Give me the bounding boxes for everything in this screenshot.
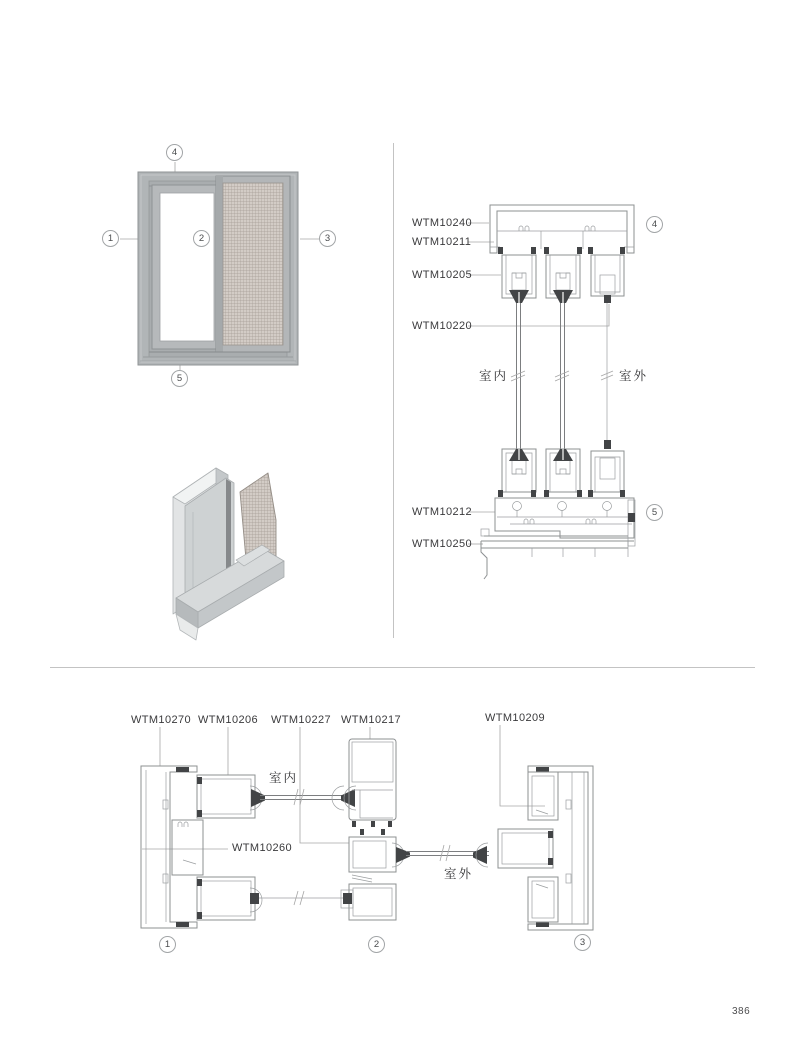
label-wtm10250: WTM10250 (412, 538, 473, 550)
label-wtm10240: WTM10240 (412, 217, 473, 229)
label-wtm10220: WTM10220 (412, 320, 473, 332)
right-jamb-profile (498, 766, 593, 930)
elevation-callout-5: 5 (171, 370, 188, 387)
label-wtm10206: WTM10206 (197, 714, 259, 726)
horizontal-section-drawing (135, 712, 600, 937)
screen-mesh (223, 183, 283, 345)
top-sash-channels (502, 255, 624, 303)
window-elevation-drawing (95, 140, 345, 395)
left-lower-sash (197, 877, 262, 920)
sill-frame-profile (495, 498, 635, 546)
glass-pane (160, 193, 214, 341)
label-wtm10270: WTM10270 (130, 714, 192, 726)
glass-lines (511, 303, 613, 449)
left-mid-connector (172, 820, 203, 875)
horizontal-section-leaders (142, 725, 545, 849)
sill-gaskets (498, 490, 625, 497)
label-wtm10205: WTM10205 (412, 269, 473, 281)
screen-line (259, 891, 343, 905)
vertical-divider (393, 143, 394, 638)
label-indoor-horizontal: 室内 (269, 771, 299, 785)
label-outdoor-horizontal: 室外 (444, 867, 474, 881)
vertical-section-callout-5: 5 (646, 504, 663, 521)
label-wtm10209: WTM10209 (484, 712, 546, 724)
profile-3d-illustration (165, 458, 290, 648)
head-gaskets (498, 247, 625, 254)
page-number: 386 (732, 1006, 751, 1017)
elevation-callout-1: 1 (102, 230, 119, 247)
horizontal-divider (50, 667, 755, 668)
head-frame-profile (490, 205, 634, 253)
sub-sill-profile (481, 529, 634, 579)
label-wtm10211: WTM10211 (412, 236, 472, 248)
label-wtm10260: WTM10260 (232, 842, 293, 854)
label-outdoor-vertical: 室外 (619, 369, 649, 383)
upper-glass-lines (260, 786, 356, 810)
label-wtm10212: WTM10212 (412, 506, 473, 518)
elevation-callout-3: 3 (319, 230, 336, 247)
elevation-callout-2: 2 (193, 230, 210, 247)
elevation-callout-4: 4 (166, 144, 183, 161)
horizontal-section-callout-1: 1 (159, 936, 176, 953)
horizontal-section-callout-3: 3 (574, 934, 591, 951)
left-jamb-profile (141, 766, 197, 928)
label-wtm10217: WTM10217 (340, 714, 402, 726)
left-upper-sash (197, 775, 265, 818)
middle-stile-profile (332, 739, 410, 920)
vertical-section-callout-4: 4 (646, 216, 663, 233)
horizontal-section-callout-2: 2 (368, 936, 385, 953)
label-wtm10227: WTM10227 (270, 714, 332, 726)
label-indoor-vertical: 室内 (479, 369, 509, 383)
